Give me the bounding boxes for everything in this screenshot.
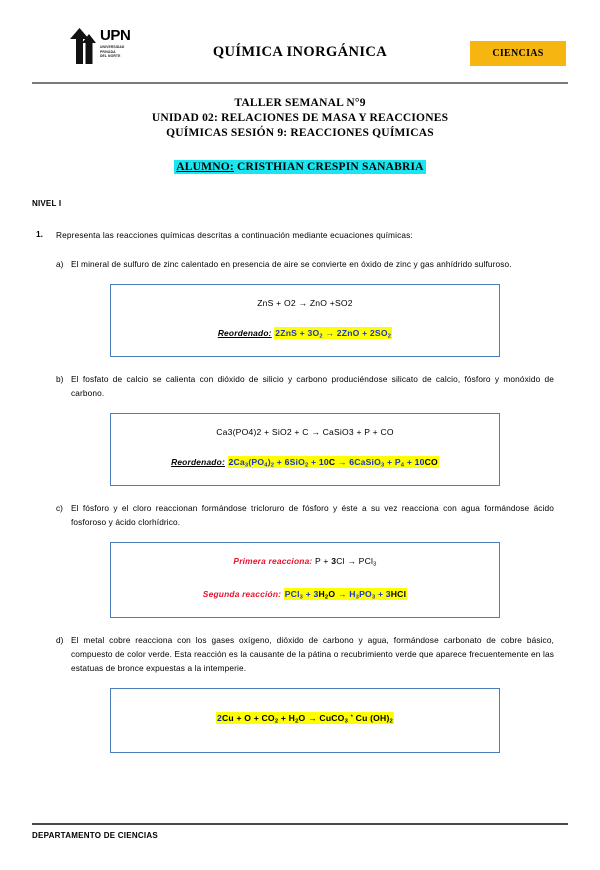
item-d-equation [119, 711, 491, 729]
item-d [32, 634, 568, 675]
assignment-title [32, 96, 568, 141]
item-d-balanced-equation: $2Cu + O + CO_2 + H_2O$ → CuCO$_3$ * Cu $(OH)_2$ [217, 712, 393, 725]
page-footer [32, 823, 568, 840]
level-heading: NIVEL I [32, 199, 62, 208]
reaction-arrow-icon: → [347, 555, 357, 566]
question-text: Representa las reacciones químicas descritas a continuación mediante ecuaciones químicas: [56, 230, 413, 240]
item-b-balanced-equation: $2Ca_3(PO_4)_2 + 6SiO_2 + 10C$ → 6CaSiO$_3$ + $P_4 + 10CO$ [228, 456, 438, 468]
item-d-statement: El metal cobre reacciona con los gases oxígeno, dióxido de carbono y agua, formándose carbonato de cobre básico, compuesto de color verde. Esta reacción es la causante de la pátina o recubrimiento verde que aparece frecuentemente en las estatuas de bronce expuestas a la intemperie. [71, 635, 554, 673]
item-c-second-equation: $PCl_3 + 3H_2O \to H_3PO_3 + 3HCl$ [284, 588, 407, 601]
assignment-title-line-1: TALLER SEMANAL N°9 [234, 97, 366, 109]
assignment-title-line-3: QUÍMICAS SESIÓN 9: REACCIONES QUÍMICAS [166, 127, 434, 139]
student-name: CRISTHIAN CRESPIN SANABRIA [237, 161, 424, 173]
student-name-row [32, 157, 568, 175]
item-a-reordenado-label: Reordenado: [217, 327, 272, 338]
item-b-equation-plain: Ca3(PO4)2 + SiO2 + C → CaSiO3 + P + CO [216, 426, 394, 437]
item-c-first-equation: P + 3Cl → PCl$_3$ [315, 555, 377, 567]
footer-text: DEPARTAMENTO DE CIENCIAS [32, 831, 159, 840]
item-c-letter: c) [56, 502, 63, 513]
item-b-equation-balanced [119, 455, 491, 472]
item-c-first-label: Primera reacciona: [233, 555, 313, 566]
item-c-second-label: Segunda reacción: [202, 588, 282, 599]
document-body [32, 199, 568, 753]
item-b-letter: b) [56, 374, 64, 385]
question-number: 1. [36, 229, 43, 239]
item-d-answer-box [110, 688, 500, 754]
item-b [32, 373, 568, 401]
upn-tagline-line-3: DEL NORTE [100, 54, 121, 59]
item-a-letter: a) [56, 259, 64, 269]
header-divider [32, 82, 568, 84]
reaction-arrow-icon: → [337, 588, 347, 599]
question-1 [32, 229, 568, 242]
reaction-arrow-icon: → [325, 327, 335, 338]
item-a-equation-balanced [119, 326, 491, 343]
item-c-first-reaction [119, 554, 491, 571]
ciencias-badge: CIENCIAS [470, 41, 566, 66]
item-a [32, 258, 568, 272]
item-a-balanced-equation: $2ZnS + 3O_2 \to 2ZnO + 2SO_2$ [275, 327, 392, 340]
reaction-arrow-icon: → [311, 426, 320, 437]
item-c-answer-box [110, 542, 500, 619]
assignment-title-line-2: UNIDAD 02: RELACIONES DE MASA Y REACCIONES [151, 112, 449, 124]
item-a-answer-box [110, 284, 500, 357]
course-title: QUÍMICA INORGÁNICA [212, 44, 388, 60]
reaction-arrow-icon: → [308, 712, 317, 723]
student-name-highlight [174, 160, 425, 174]
reaction-arrow-icon: → [298, 297, 308, 308]
page-header [32, 22, 568, 84]
item-b-statement: El fosfato de calcio se calienta con dióxido de silicio y carbono produciéndose silicato de calcio, fósforo y monóxido de carbono. [71, 374, 554, 398]
item-c-second-reaction [119, 587, 491, 604]
upn-wordmark: UPN [100, 27, 131, 44]
item-d-letter: d) [56, 635, 64, 646]
upn-tagline-line-1: UNIVERSIDAD [100, 45, 125, 49]
item-c-statement: El fósforo y el cloro reaccionan formándose tricloruro de fósforo y éste a su vez reacciona con agua formándose ácido fosforoso y ácido clorhídrico. [71, 502, 554, 527]
item-a-equation-plain: ZnS + O2 → ZnO +SO2 [257, 297, 353, 308]
footer-divider [32, 823, 568, 825]
student-label: ALUMNO: [176, 161, 234, 173]
upn-tagline-line-2: PRIVADA [100, 49, 116, 54]
item-c [32, 502, 568, 530]
item-b-answer-box [110, 413, 500, 486]
item-a-statement: El mineral de sulfuro de zinc calentado en presencia de aire se convierte en óxido de zinc y gas anhídrido sulfuroso. [71, 259, 512, 269]
document-page [0, 22, 600, 870]
reaction-arrow-icon: → [337, 456, 347, 467]
item-b-reordenado-label: Reordenado: [171, 456, 225, 467]
